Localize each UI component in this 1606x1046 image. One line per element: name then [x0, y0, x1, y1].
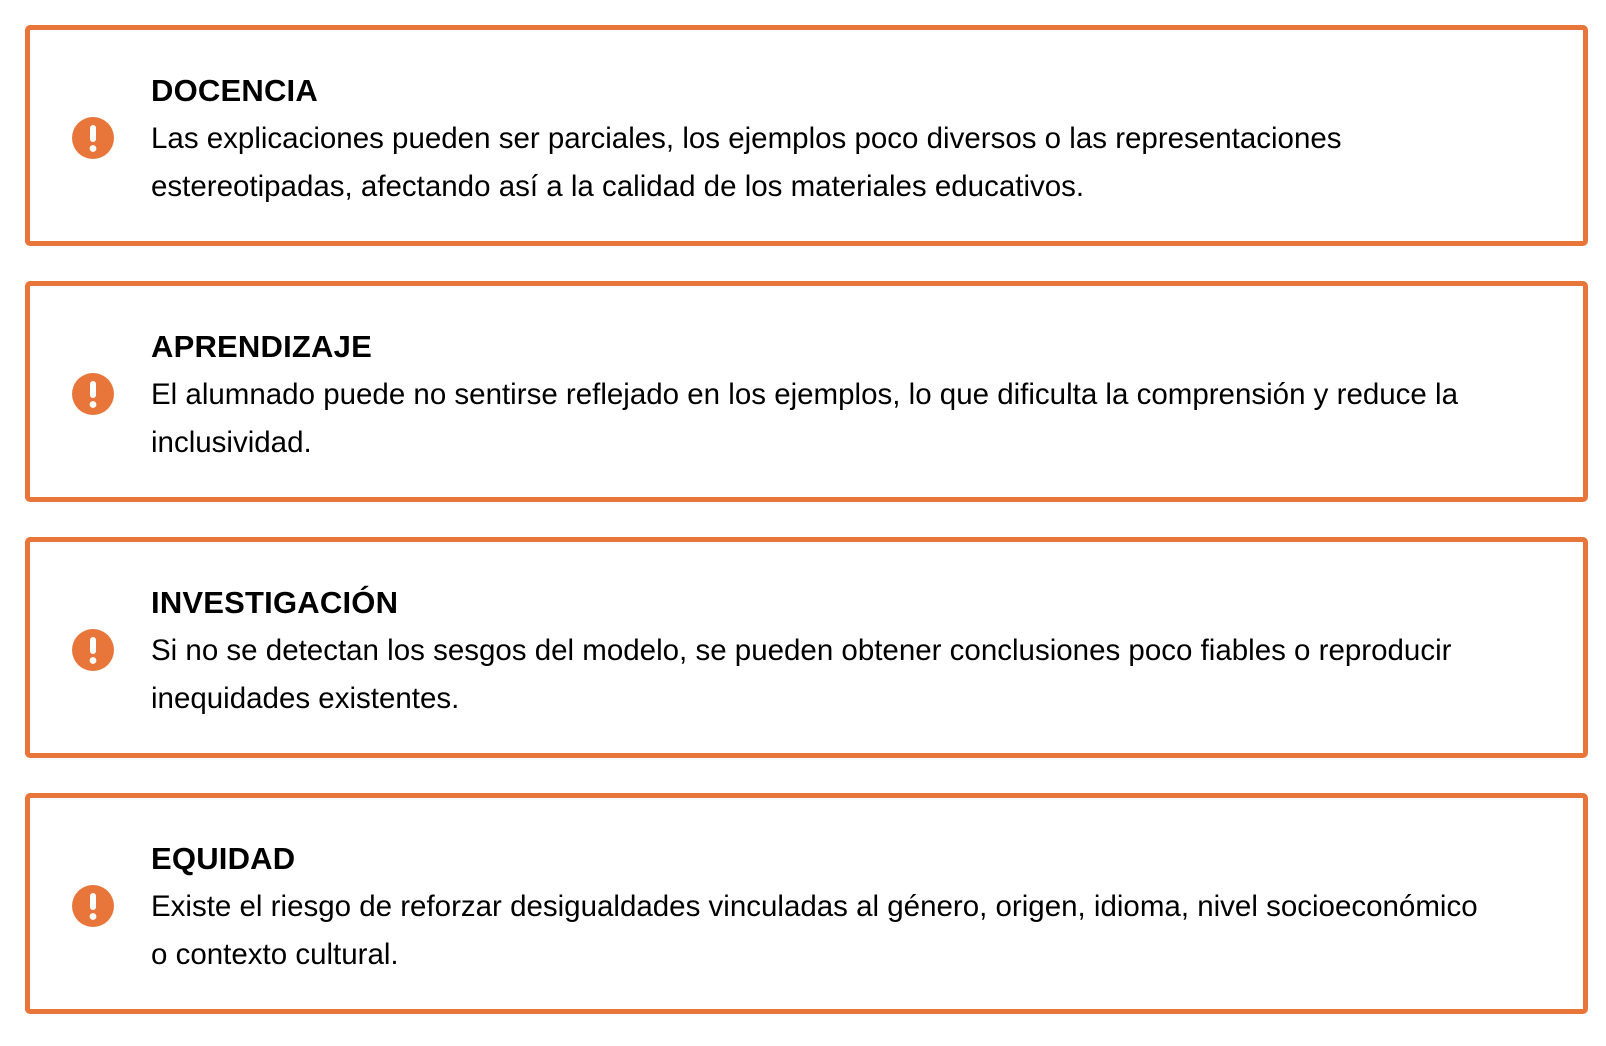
- card-description: Existe el riesgo de reforzar desigualdades vinculadas al género, origen, idioma, nivel socioeconómico o contexto cultural.: [151, 890, 1478, 971]
- card-content: [151, 67, 1493, 211]
- exclamation-circle-icon: [72, 629, 114, 671]
- card-content: [151, 835, 1493, 979]
- card-description: El alumnado puede no sentirse reflejado en los ejemplos, lo que dificulta la comprensión y reduce la inclusividad.: [151, 378, 1458, 459]
- card-title: INVESTIGACIÓN: [151, 585, 399, 620]
- risk-card-equidad: [25, 793, 1588, 1014]
- card-title: APRENDIZAJE: [151, 329, 372, 364]
- exclamation-circle-icon: [72, 885, 114, 927]
- card-description: Si no se detectan los sesgos del modelo, se pueden obtener conclusiones poco fiables o reproducir inequidades existentes.: [151, 634, 1452, 715]
- risk-card-docencia: [25, 25, 1588, 246]
- card-description: Las explicaciones pueden ser parciales, los ejemplos poco diversos o las representaciones estereotipadas, afectando así a la calidad de los materiales educativos.: [151, 122, 1342, 203]
- card-content: [151, 579, 1493, 723]
- exclamation-circle-icon: [72, 373, 114, 415]
- card-title: DOCENCIA: [151, 73, 318, 108]
- risk-card-aprendizaje: [25, 281, 1588, 502]
- card-title: EQUIDAD: [151, 841, 296, 876]
- card-content: [151, 323, 1493, 467]
- exclamation-circle-icon: [72, 117, 114, 159]
- risk-card-investigacion: [25, 537, 1588, 758]
